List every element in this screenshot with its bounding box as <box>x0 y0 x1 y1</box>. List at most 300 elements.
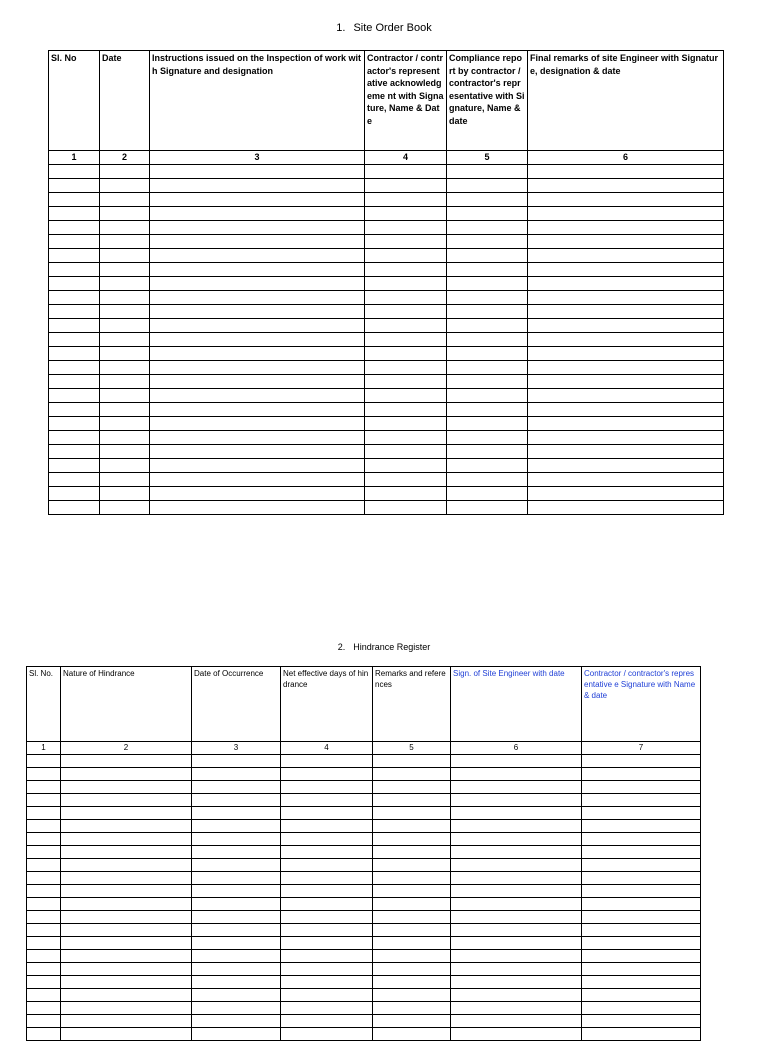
header-site-engineer-sign: Sign. of Site Engineer with date <box>451 667 582 742</box>
table-cell <box>100 277 150 291</box>
table-cell <box>61 768 192 781</box>
table-cell <box>61 846 192 859</box>
header-sl-no: Sl. No <box>49 51 100 151</box>
table-cell <box>49 207 100 221</box>
table-cell <box>49 179 100 193</box>
table-cell <box>100 361 150 375</box>
table-cell <box>27 781 61 794</box>
table-cell <box>373 911 451 924</box>
header-instructions: Instructions issued on the Inspection of work with Signature and designation <box>150 51 365 151</box>
table-cell <box>528 361 724 375</box>
table-cell <box>61 1015 192 1028</box>
table-cell <box>100 487 150 501</box>
table-cell <box>365 305 447 319</box>
table-cell <box>365 459 447 473</box>
table-cell <box>49 459 100 473</box>
table-cell <box>49 389 100 403</box>
table-cell <box>100 221 150 235</box>
site-order-row <box>49 431 724 445</box>
table-cell <box>582 1015 701 1028</box>
table-cell <box>100 501 150 515</box>
table-cell <box>365 319 447 333</box>
table-cell <box>447 193 528 207</box>
table-cell <box>373 859 451 872</box>
table-cell <box>447 221 528 235</box>
site-order-row <box>49 179 724 193</box>
table-cell <box>447 403 528 417</box>
table-cell <box>100 445 150 459</box>
table-cell <box>61 1028 192 1041</box>
table-cell <box>582 872 701 885</box>
column-number: 6 <box>451 742 582 755</box>
column-number: 3 <box>192 742 281 755</box>
table-cell <box>451 1002 582 1015</box>
header-date: Date <box>100 51 150 151</box>
table-cell <box>49 431 100 445</box>
hindrance-row <box>27 950 701 963</box>
table-cell <box>451 963 582 976</box>
table-cell <box>451 833 582 846</box>
table-cell <box>192 911 281 924</box>
table-cell <box>49 333 100 347</box>
table-cell <box>447 165 528 179</box>
hindrance-row <box>27 937 701 950</box>
table-cell <box>192 1015 281 1028</box>
site-order-row <box>49 473 724 487</box>
table-cell <box>192 963 281 976</box>
hindrance-row <box>27 859 701 872</box>
table-cell <box>49 291 100 305</box>
table-cell <box>281 820 373 833</box>
table-cell <box>447 305 528 319</box>
hindrance-row <box>27 989 701 1002</box>
table-cell <box>365 445 447 459</box>
table-cell <box>528 235 724 249</box>
table-cell <box>100 305 150 319</box>
table-cell <box>373 872 451 885</box>
table-cell <box>49 277 100 291</box>
table-cell <box>528 501 724 515</box>
table-cell <box>27 924 61 937</box>
hindrance-register-title <box>0 642 768 652</box>
table-cell <box>373 755 451 768</box>
table-cell <box>582 976 701 989</box>
table-cell <box>150 221 365 235</box>
table-cell <box>27 794 61 807</box>
site-order-row <box>49 165 724 179</box>
column-number: 1 <box>27 742 61 755</box>
table-cell <box>373 846 451 859</box>
table-cell <box>192 976 281 989</box>
hindrance-row <box>27 1028 701 1041</box>
table-cell <box>451 781 582 794</box>
table-cell <box>582 1028 701 1041</box>
table-cell <box>61 950 192 963</box>
table-cell <box>528 193 724 207</box>
table-cell <box>192 937 281 950</box>
site-order-row <box>49 305 724 319</box>
table-cell <box>150 249 365 263</box>
table-cell <box>451 807 582 820</box>
table-cell <box>582 820 701 833</box>
table-cell <box>27 976 61 989</box>
table-cell <box>150 473 365 487</box>
table-cell <box>61 976 192 989</box>
table-cell <box>49 263 100 277</box>
table-cell <box>61 794 192 807</box>
table-cell <box>365 165 447 179</box>
table-cell <box>373 781 451 794</box>
header-date-of-occurrence: Date of Occurrence <box>192 667 281 742</box>
site-order-row <box>49 277 724 291</box>
table-cell <box>49 375 100 389</box>
table-cell <box>447 333 528 347</box>
table-cell <box>192 898 281 911</box>
table-cell <box>582 924 701 937</box>
header-contractor-ack: Contractor / contractor's representative acknowledgeme nt with Signature, Name & Date <box>365 51 447 151</box>
table-cell <box>365 333 447 347</box>
site-order-row <box>49 417 724 431</box>
table-cell <box>447 487 528 501</box>
table-cell <box>582 950 701 963</box>
table-cell <box>528 487 724 501</box>
table-cell <box>192 807 281 820</box>
section-1-title: Site Order Book <box>353 22 432 34</box>
table-cell <box>100 431 150 445</box>
table-cell <box>365 473 447 487</box>
table-cell <box>49 445 100 459</box>
table-cell <box>373 820 451 833</box>
table-cell <box>150 389 365 403</box>
table-cell <box>281 755 373 768</box>
table-cell <box>192 885 281 898</box>
table-cell <box>528 417 724 431</box>
table-cell <box>528 263 724 277</box>
table-cell <box>27 937 61 950</box>
table-cell <box>27 1015 61 1028</box>
table-cell <box>100 389 150 403</box>
table-cell <box>27 859 61 872</box>
table-cell <box>100 291 150 305</box>
table-cell <box>281 898 373 911</box>
table-cell <box>365 221 447 235</box>
table-cell <box>528 431 724 445</box>
table-cell <box>192 924 281 937</box>
table-cell <box>451 846 582 859</box>
table-cell <box>447 179 528 193</box>
table-cell <box>373 950 451 963</box>
table-cell <box>373 963 451 976</box>
table-cell <box>447 347 528 361</box>
table-cell <box>365 207 447 221</box>
table-cell <box>150 305 365 319</box>
table-cell <box>281 885 373 898</box>
table-cell <box>451 1028 582 1041</box>
hindrance-row <box>27 963 701 976</box>
table-cell <box>528 333 724 347</box>
table-cell <box>582 807 701 820</box>
header-contractor-signature: Contractor / contractor's representative e Signature with Name & date <box>582 667 701 742</box>
table-cell <box>447 473 528 487</box>
table-cell <box>281 833 373 846</box>
table-cell <box>192 781 281 794</box>
table-cell <box>27 872 61 885</box>
table-cell <box>281 937 373 950</box>
table-cell <box>100 375 150 389</box>
table-cell <box>582 1002 701 1015</box>
table-cell <box>49 417 100 431</box>
table-cell <box>150 333 365 347</box>
hindrance-row <box>27 755 701 768</box>
table-cell <box>49 235 100 249</box>
table-cell <box>373 1015 451 1028</box>
site-order-row <box>49 347 724 361</box>
header-remarks: Remarks and references <box>373 667 451 742</box>
column-number: 4 <box>365 151 447 165</box>
table-cell <box>365 235 447 249</box>
table-cell <box>582 898 701 911</box>
table-cell <box>373 768 451 781</box>
table-cell <box>528 473 724 487</box>
table-cell <box>61 820 192 833</box>
table-cell <box>100 333 150 347</box>
table-cell <box>447 501 528 515</box>
table-cell <box>365 375 447 389</box>
site-order-row <box>49 375 724 389</box>
table-cell <box>27 963 61 976</box>
table-cell <box>582 794 701 807</box>
table-cell <box>192 820 281 833</box>
table-cell <box>528 165 724 179</box>
column-number: 5 <box>373 742 451 755</box>
table-cell <box>100 417 150 431</box>
table-cell <box>451 859 582 872</box>
table-cell <box>150 403 365 417</box>
table-cell <box>451 755 582 768</box>
table-cell <box>373 989 451 1002</box>
table-cell <box>582 781 701 794</box>
section-1-number: 1. <box>336 22 346 34</box>
table-cell <box>61 885 192 898</box>
table-cell <box>150 291 365 305</box>
hindrance-row <box>27 768 701 781</box>
table-cell <box>447 361 528 375</box>
table-cell <box>49 487 100 501</box>
site-order-row <box>49 207 724 221</box>
table-cell <box>61 781 192 794</box>
table-cell <box>100 207 150 221</box>
table-cell <box>150 459 365 473</box>
column-number: 2 <box>100 151 150 165</box>
table-cell <box>528 305 724 319</box>
table-cell <box>49 193 100 207</box>
table-cell <box>61 911 192 924</box>
site-order-row <box>49 319 724 333</box>
table-cell <box>451 911 582 924</box>
header-net-effective-days: Net effective days of hindrance <box>281 667 373 742</box>
table-cell <box>150 277 365 291</box>
site-order-row <box>49 361 724 375</box>
column-number: 1 <box>49 151 100 165</box>
table-cell <box>447 207 528 221</box>
table-cell <box>447 389 528 403</box>
table-cell <box>447 263 528 277</box>
table-cell <box>61 898 192 911</box>
table-cell <box>49 403 100 417</box>
table-cell <box>100 319 150 333</box>
table-cell <box>365 487 447 501</box>
table-cell <box>49 305 100 319</box>
table-cell <box>150 347 365 361</box>
table-cell <box>49 165 100 179</box>
table-cell <box>447 417 528 431</box>
table-cell <box>365 417 447 431</box>
table-cell <box>451 937 582 950</box>
table-cell <box>281 963 373 976</box>
table-cell <box>61 872 192 885</box>
site-order-row <box>49 333 724 347</box>
site-order-column-numbers <box>49 151 724 165</box>
column-number: 3 <box>150 151 365 165</box>
table-cell <box>61 937 192 950</box>
table-cell <box>61 833 192 846</box>
hindrance-column-numbers <box>27 742 701 755</box>
table-cell <box>192 846 281 859</box>
table-cell <box>447 249 528 263</box>
table-cell <box>528 319 724 333</box>
table-cell <box>447 375 528 389</box>
table-cell <box>582 937 701 950</box>
table-cell <box>365 249 447 263</box>
table-cell <box>281 781 373 794</box>
table-cell <box>49 347 100 361</box>
table-cell <box>27 846 61 859</box>
table-cell <box>150 235 365 249</box>
table-cell <box>582 989 701 1002</box>
site-order-row <box>49 221 724 235</box>
table-cell <box>49 501 100 515</box>
site-order-row <box>49 235 724 249</box>
table-cell <box>281 807 373 820</box>
table-cell <box>447 235 528 249</box>
table-cell <box>582 885 701 898</box>
table-cell <box>582 846 701 859</box>
table-cell <box>582 755 701 768</box>
table-cell <box>373 898 451 911</box>
table-cell <box>373 1028 451 1041</box>
table-cell <box>451 768 582 781</box>
table-cell <box>281 1002 373 1015</box>
table-cell <box>528 445 724 459</box>
table-cell <box>61 807 192 820</box>
table-cell <box>582 911 701 924</box>
hindrance-row <box>27 794 701 807</box>
table-cell <box>528 389 724 403</box>
table-cell <box>451 924 582 937</box>
table-cell <box>27 755 61 768</box>
table-cell <box>281 924 373 937</box>
table-cell <box>365 347 447 361</box>
table-cell <box>150 165 365 179</box>
hindrance-row <box>27 807 701 820</box>
table-cell <box>447 291 528 305</box>
table-cell <box>150 193 365 207</box>
table-cell <box>27 833 61 846</box>
site-order-row <box>49 389 724 403</box>
table-cell <box>528 403 724 417</box>
table-cell <box>100 179 150 193</box>
table-cell <box>528 249 724 263</box>
table-cell <box>582 963 701 976</box>
table-cell <box>27 898 61 911</box>
column-number: 4 <box>281 742 373 755</box>
table-cell <box>281 911 373 924</box>
table-cell <box>365 193 447 207</box>
table-cell <box>451 976 582 989</box>
site-order-row <box>49 193 724 207</box>
table-cell <box>150 179 365 193</box>
site-order-row <box>49 403 724 417</box>
hindrance-row <box>27 976 701 989</box>
table-cell <box>451 794 582 807</box>
table-cell <box>528 291 724 305</box>
section-2-title: Hindrance Register <box>353 642 431 652</box>
site-order-row <box>49 249 724 263</box>
table-cell <box>49 249 100 263</box>
hindrance-row <box>27 1002 701 1015</box>
table-cell <box>447 319 528 333</box>
table-cell <box>528 375 724 389</box>
site-order-header-row <box>49 51 724 151</box>
table-cell <box>61 924 192 937</box>
table-cell <box>447 431 528 445</box>
site-order-row <box>49 445 724 459</box>
table-cell <box>192 1028 281 1041</box>
table-cell <box>61 989 192 1002</box>
table-cell <box>365 179 447 193</box>
table-cell <box>528 179 724 193</box>
table-cell <box>27 989 61 1002</box>
table-cell <box>150 501 365 515</box>
table-cell <box>61 859 192 872</box>
table-cell <box>528 221 724 235</box>
table-cell <box>281 768 373 781</box>
table-cell <box>365 501 447 515</box>
table-cell <box>281 989 373 1002</box>
table-cell <box>49 473 100 487</box>
hindrance-row <box>27 833 701 846</box>
table-cell <box>27 885 61 898</box>
table-cell <box>365 389 447 403</box>
hindrance-row <box>27 872 701 885</box>
site-order-row <box>49 263 724 277</box>
table-cell <box>61 755 192 768</box>
column-number: 2 <box>61 742 192 755</box>
table-cell <box>451 898 582 911</box>
hindrance-row <box>27 1015 701 1028</box>
table-cell <box>582 768 701 781</box>
table-cell <box>100 193 150 207</box>
table-cell <box>100 263 150 277</box>
site-order-row <box>49 459 724 473</box>
table-cell <box>373 924 451 937</box>
table-cell <box>451 885 582 898</box>
table-cell <box>150 319 365 333</box>
table-cell <box>100 165 150 179</box>
table-cell <box>150 417 365 431</box>
table-cell <box>192 950 281 963</box>
table-cell <box>281 950 373 963</box>
